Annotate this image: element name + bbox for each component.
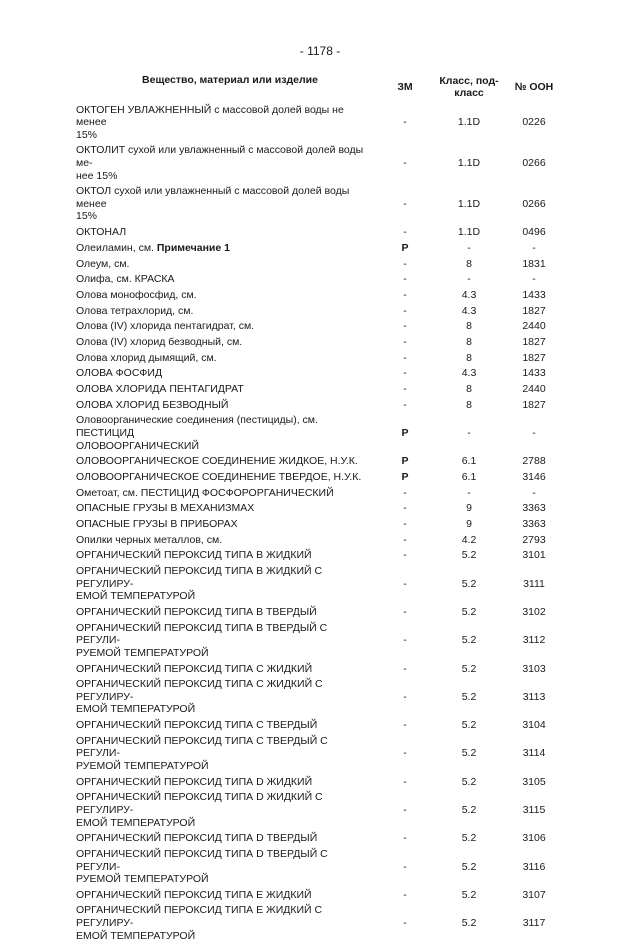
cell-class: 5.2 [461, 719, 477, 732]
table-row [76, 887, 566, 903]
cell-class: - [467, 427, 471, 440]
table-row [76, 517, 566, 533]
cell-sm: - [403, 605, 407, 618]
table-row [76, 677, 566, 718]
cell-sm: Р [401, 241, 409, 254]
cell-sm: - [403, 320, 407, 333]
table-row [76, 469, 566, 485]
table-row [76, 143, 566, 184]
header-class: Класс, под- класс [439, 75, 499, 99]
cell-substance: ОПАСНЫЕ ГРУЗЫ В ПРИБОРАХ [76, 518, 238, 531]
cell-class: - [467, 273, 471, 286]
cell-un-number: 0226 [522, 116, 546, 129]
cell-un-number: 1433 [522, 367, 546, 380]
cell-substance: ОПАСНЫЕ ГРУЗЫ В МЕХАНИЗМАХ [76, 502, 255, 515]
table-row [76, 733, 566, 774]
cell-un-number: 3103 [522, 662, 546, 675]
cell-sm: - [403, 803, 407, 816]
cell-sm: - [403, 533, 407, 546]
note-reference: Примечание 1 [156, 241, 230, 254]
cell-un-number: 2440 [522, 320, 546, 333]
table-row [76, 846, 566, 887]
cell-un-number: 3113 [522, 690, 546, 703]
cell-un-number: 1831 [522, 257, 546, 270]
cell-substance: ОКТОЛИТ сухой или увлажненный с массовой долей воды ме- нее 15% [76, 144, 364, 182]
cell-class: 5.2 [461, 634, 477, 647]
cell-sm: - [403, 304, 407, 317]
cell-un-number: - [532, 486, 536, 499]
cell-sm: - [403, 383, 407, 396]
table-row [76, 350, 566, 366]
cell-sm: - [403, 888, 407, 901]
cell-class: 5.2 [461, 605, 477, 618]
cell-sm: - [403, 518, 407, 531]
cell-class: 8 [466, 383, 472, 396]
cell-substance: ОКТОГЕН УВЛАЖНЕННЫЙ с массовой долей воды не менее 15% [76, 103, 344, 141]
cell-class: 5.2 [461, 747, 477, 760]
cell-class: 8 [466, 320, 472, 333]
cell-sm: - [403, 351, 407, 364]
cell-substance: Олеум, см. [76, 257, 130, 270]
table-row [76, 382, 566, 398]
cell-substance: ОРГАНИЧЕСКИЙ ПЕРОКСИД ТИПА В ЖИДКИЙ С РЕГУЛИРУ- ЕМОЙ ТЕМПЕРАТУРОЙ [76, 565, 323, 603]
table-row [76, 102, 566, 143]
table-row [76, 303, 566, 319]
cell-class: 5.2 [461, 690, 477, 703]
cell-substance: Олова (IV) хлорида пентагидрат, см. [76, 320, 255, 333]
cell-substance: Ометоат, см. ПЕСТИЦИД ФОСФОРОРГАНИЧЕСКИЙ [76, 486, 334, 499]
cell-substance: ОРГАНИЧЕСКИЙ ПЕРОКСИД ТИПА D ТВЕРДЫЙ [76, 832, 318, 845]
cell-un-number: 0266 [522, 197, 546, 210]
cell-sm: - [403, 157, 407, 170]
cell-class: 5.2 [461, 577, 477, 590]
cell-sm: - [403, 690, 407, 703]
cell-sm: - [403, 486, 407, 499]
cell-un-number: 3105 [522, 775, 546, 788]
cell-substance: ОРГАНИЧЕСКИЙ ПЕРОКСИД ТИПА D ЖИДКИЙ [76, 775, 313, 788]
cell-un-number: 3363 [522, 518, 546, 531]
cell-class: 5.2 [461, 860, 477, 873]
table-row [76, 366, 566, 382]
cell-class: 5.2 [461, 888, 477, 901]
cell-un-number: 3115 [522, 803, 546, 816]
table-row [76, 397, 566, 413]
cell-substance: Олова монофосфид, см. [76, 288, 197, 301]
cell-sm: - [403, 273, 407, 286]
cell-class: - [467, 241, 471, 254]
cell-sm: - [403, 502, 407, 515]
cell-substance: Опилки черных металлов, см. [76, 533, 223, 546]
cell-substance: ОРГАНИЧЕСКИЙ ПЕРОКСИД ТИПА D ЖИДКИЙ С РЕГУЛИРУ- ЕМОЙ ТЕМПЕРАТУРОЙ [76, 791, 323, 829]
cell-substance: ОЛОВА ФОСФИД [76, 367, 163, 380]
cell-un-number: 2440 [522, 383, 546, 396]
cell-class: 5.2 [461, 549, 477, 562]
cell-class: 8 [466, 351, 472, 364]
cell-substance: ОРГАНИЧЕСКИЙ ПЕРОКСИД ТИПА В ТВЕРДЫЙ [76, 605, 317, 618]
cell-class: 8 [466, 335, 472, 348]
table-row [76, 790, 566, 831]
cell-substance: Оловоорганические соединения (пестициды), см. ПЕСТИЦИД ОЛОВООРГАНИЧЕСКИЙ [76, 414, 318, 452]
cell-un-number: 3111 [523, 577, 545, 590]
cell-un-number: - [532, 427, 536, 440]
cell-sm: - [403, 398, 407, 411]
cell-sm: - [403, 226, 407, 239]
cell-sm: - [403, 288, 407, 301]
cell-substance: ОРГАНИЧЕСКИЙ ПЕРОКСИД ТИПА D ТВЕРДЫЙ С РЕГУЛИ- РУЕМОЙ ТЕМПЕРАТУРОЙ [76, 847, 328, 886]
cell-sm: - [403, 860, 407, 873]
header-substance: Вещество, материал или изделие [142, 74, 318, 86]
table-row [76, 774, 566, 790]
cell-substance: ОРГАНИЧЕСКИЙ ПЕРОКСИД ТИПА С ТВЕРДЫЙ [76, 719, 318, 732]
cell-class: 4.2 [461, 533, 477, 546]
table-row [76, 485, 566, 501]
cell-class: 1.1D [457, 226, 481, 239]
cell-sm: - [403, 367, 407, 380]
cell-substance: ОРГАНИЧЕСКИЙ ПЕРОКСИД ТИПА С ЖИДКИЙ [76, 662, 313, 675]
cell-sm: Р [401, 427, 409, 440]
cell-un-number: 1433 [522, 288, 546, 301]
cell-sm: - [403, 832, 407, 845]
cell-un-number: 2788 [522, 455, 546, 468]
cell-substance: ОЛОВА ХЛОРИД БЕЗВОДНЫЙ [76, 398, 229, 411]
page-number: - 1178 - [299, 44, 341, 58]
cell-substance: ОЛОВА ХЛОРИДА ПЕНТАГИДРАТ [76, 383, 244, 396]
table-row [76, 548, 566, 564]
cell-class: 4.3 [461, 304, 477, 317]
table-row [76, 564, 566, 605]
cell-class: 1.1D [457, 116, 481, 129]
cell-substance: ОРГАНИЧЕСКИЙ ПЕРОКСИД ТИПА С ЖИДКИЙ С РЕГУЛИРУ- ЕМОЙ ТЕМПЕРАТУРОЙ [76, 678, 323, 716]
cell-class: 9 [466, 518, 472, 531]
cell-un-number: 3112 [522, 634, 546, 647]
cell-un-number: 2793 [522, 533, 546, 546]
cell-un-number: 3146 [522, 470, 546, 483]
cell-substance: Олова хлорид дымящий, см. [76, 351, 217, 364]
cell-sm: - [403, 257, 407, 270]
header-sm: ЗМ [397, 81, 413, 93]
cell-un-number: 3116 [522, 860, 546, 873]
cell-class: 4.3 [461, 367, 477, 380]
table-row [76, 620, 566, 661]
cell-class: 5.2 [461, 662, 477, 675]
cell-un-number: 3114 [522, 747, 546, 760]
cell-un-number: 0496 [522, 226, 546, 239]
table-row [76, 319, 566, 335]
cell-un-number: 1827 [522, 335, 546, 348]
table-row [76, 661, 566, 677]
cell-substance: ОРГАНИЧЕСКИЙ ПЕРОКСИД ТИПА Е ЖИДКИЙ С РЕГУЛИРУ- ЕМОЙ ТЕМПЕРАТУРОЙ [76, 904, 323, 942]
cell-class: 6.1 [461, 470, 477, 483]
table-row [76, 334, 566, 350]
cell-substance: Олеиламин, см. Примечание 1 [76, 241, 230, 254]
table-row [76, 501, 566, 517]
cell-class: 1.1D [457, 157, 481, 170]
cell-un-number: 3107 [522, 888, 546, 901]
cell-class: 5.2 [461, 775, 477, 788]
cell-un-number: 3106 [522, 832, 546, 845]
cell-un-number: 1827 [522, 351, 546, 364]
table-row [76, 413, 566, 454]
table-row [76, 532, 566, 548]
cell-un-number: 3104 [522, 719, 546, 732]
cell-substance: ОРГАНИЧЕСКИЙ ПЕРОКСИД ТИПА В ЖИДКИЙ [76, 549, 312, 562]
table-row [76, 903, 566, 944]
table-header [76, 72, 566, 102]
table-row [76, 287, 566, 303]
cell-class: 6.1 [461, 455, 477, 468]
cell-class: 8 [466, 257, 472, 270]
cell-sm: - [403, 577, 407, 590]
table-row [76, 240, 566, 256]
cell-sm: Р [401, 455, 409, 468]
cell-sm: - [403, 634, 407, 647]
cell-un-number: 1827 [522, 304, 546, 317]
cell-class: - [467, 486, 471, 499]
cell-sm: Р [401, 470, 409, 483]
cell-sm: - [403, 335, 407, 348]
cell-substance: ОЛОВООРГАНИЧЕСКОЕ СОЕДИНЕНИЕ ЖИДКОЕ, Н.У.К. [76, 455, 358, 468]
table-body [76, 102, 566, 944]
cell-un-number: - [532, 241, 536, 254]
cell-un-number: 3117 [522, 917, 546, 930]
cell-substance: ОРГАНИЧЕСКИЙ ПЕРОКСИД ТИПА С ТВЕРДЫЙ С РЕГУЛИ- РУЕМОЙ ТЕМПЕРАТУРОЙ [76, 734, 328, 772]
cell-class: 8 [466, 398, 472, 411]
cell-substance: Олова тетрахлорид, см. [76, 304, 194, 317]
substance-table [76, 72, 566, 944]
table-row [76, 272, 566, 288]
cell-un-number: - [532, 273, 536, 286]
cell-sm: - [403, 917, 407, 930]
cell-un-number: 0266 [522, 157, 546, 170]
cell-substance: ОРГАНИЧЕСКИЙ ПЕРОКСИД ТИПА В ТВЕРДЫЙ С РЕГУЛИ- РУЕМОЙ ТЕМПЕРАТУРОЙ [76, 621, 328, 659]
table-row [76, 225, 566, 241]
cell-sm: - [403, 719, 407, 732]
table-row [76, 454, 566, 470]
cell-sm: - [403, 775, 407, 788]
cell-sm: - [403, 662, 407, 675]
cell-substance: ОРГАНИЧЕСКИЙ ПЕРОКСИД ТИПА Е ЖИДКИЙ [76, 888, 312, 901]
cell-un-number: 3101 [522, 549, 546, 562]
cell-class: 9 [466, 502, 472, 515]
table-row [76, 604, 566, 620]
cell-un-number: 1827 [522, 398, 546, 411]
table-row [76, 256, 566, 272]
header-un-number: № ООН [514, 81, 554, 93]
cell-un-number: 3363 [522, 502, 546, 515]
cell-sm: - [403, 747, 407, 760]
cell-un-number: 3102 [522, 605, 546, 618]
table-row [76, 184, 566, 225]
cell-class: 4.3 [461, 288, 477, 301]
table-row [76, 718, 566, 734]
cell-class: 5.2 [461, 803, 477, 816]
cell-sm: - [403, 549, 407, 562]
table-row [76, 831, 566, 847]
cell-substance: ОЛОВООРГАНИЧЕСКОЕ СОЕДИНЕНИЕ ТВЕРДОЕ, Н.У.К. [76, 470, 362, 483]
cell-substance: Олова (IV) хлорид безводный, см. [76, 335, 243, 348]
cell-substance: ОКТОЛ сухой или увлажненный с массовой долей воды менее 15% [76, 185, 350, 223]
cell-class: 5.2 [461, 832, 477, 845]
cell-substance: Олифа, см. КРАСКА [76, 273, 175, 286]
cell-sm: - [403, 116, 407, 129]
cell-sm: - [403, 197, 407, 210]
cell-class: 1.1D [457, 197, 481, 210]
cell-substance: ОКТОНАЛ [76, 226, 127, 239]
cell-class: 5.2 [461, 917, 477, 930]
